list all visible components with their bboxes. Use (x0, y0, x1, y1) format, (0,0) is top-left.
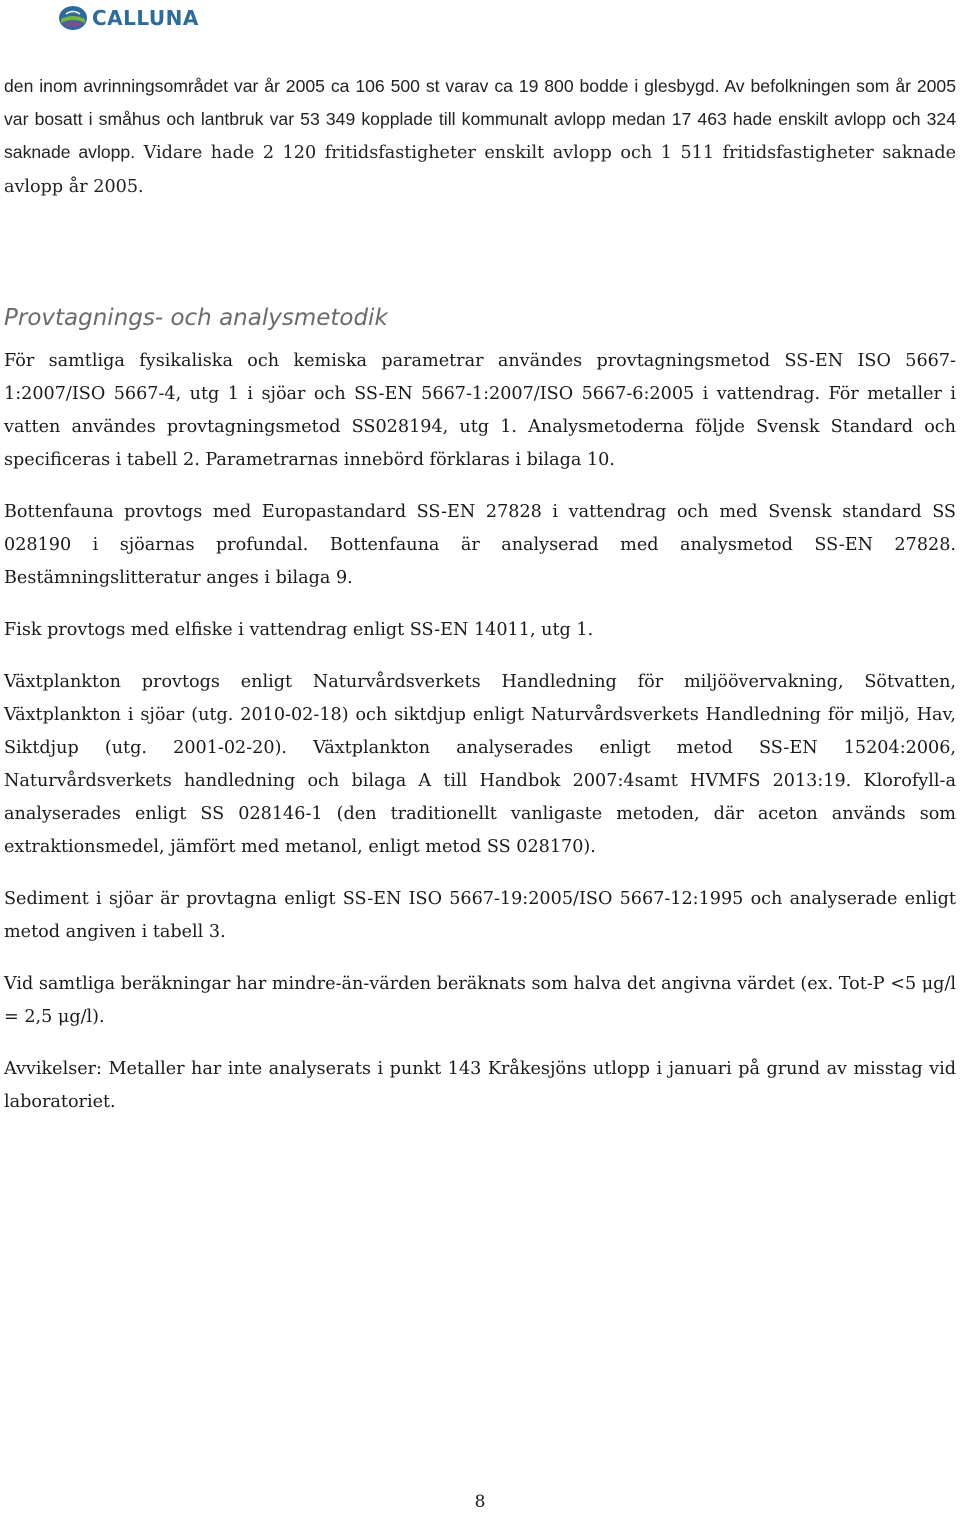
page-number: 8 (474, 1492, 486, 1512)
document-body (4, 70, 956, 1138)
intro-text-sans: den inom avrinningsområdet var år 2005 ca 106 500 st varav ca 19 800 bodde i glesbygd. Av befolkningen som år 2005 var bosatt i småhus och lantbruk var 53 349 kopplade till kommunalt avlopp medan 17 463 hade enskilt avlopp och 324 saknade avlopp. (4, 76, 956, 162)
calluna-logo-icon (58, 5, 88, 31)
intro-text-serif: Vidare hade 2 120 fritidsfastigheter enskilt avlopp och 1 511 fritidsfastigheter saknade avlopp år 2005. (4, 143, 956, 197)
paragraph-fisk: Fisk provtogs med elfiske i vattendrag enligt SS-EN 14011, utg 1. (4, 620, 594, 640)
paragraph-sediment: Sediment i sjöar är provtagna enligt SS-EN ISO 5667-19:2005/ISO 5667-12:1995 och analyserade enligt metod angiven i tabell 3. (4, 889, 956, 942)
logo-text: CALLUNA (92, 6, 199, 30)
paragraph-berakningar: Vid samtliga beräkningar har mindre-än-värden beräknats som halva det angivna värdet (ex. Tot-P <5 μg/l = 2,5 μg/l). (4, 974, 956, 1027)
paragraph-vaxtplankton: Växtplankton provtogs enligt Naturvårdsverkets Handledning för miljöövervakning, Sötvatten, Växtplankton i sjöar (utg. 2010-02-18) och siktdjup enligt Naturvårdsverkets Handledning för miljö, Hav, Siktdjup (utg. 2001-02-20). Växtplankton analyserades enligt metod SS-EN 15204:2006, Naturvårdsverkets handledning och bilaga A till Handbok 2007:4samt HVMFS 2013:19. Klorofyll-a analyserades enligt SS 028146-1 (den traditionellt vanligaste metoden, där aceton används som extraktionsmedel, jämfört med metanol, enligt metod SS 028170). (4, 672, 956, 857)
paragraph-avvikelser: Avvikelser: Metaller har inte analyserats i punkt 143 Kråkesjöns utlopp i januari på grund av misstag vid laboratoriet. (4, 1059, 956, 1112)
paragraph-bottenfauna: Bottenfauna provtogs med Europastandard SS-EN 27828 i vattendrag och med Svensk standard SS 028190 i sjöarnas profundal. Bottenfauna är analyserad med analysmetod SS-EN 27828. Bestämningslitteratur anges i bilaga 9. (4, 502, 956, 588)
section-heading: Provtagnings- och analysmetodik (4, 305, 388, 331)
section-body (4, 345, 956, 1119)
intro-paragraph (4, 70, 956, 204)
paragraph-sampling-methods: För samtliga fysikaliska och kemiska parametrar användes provtagningsmetod SS-EN ISO 5667-1:2007/ISO 5667-4, utg 1 i sjöar och SS-EN 5667-1:2007/ISO 5667-6:2005 i vattendrag. För metaller i vatten användes provtagningsmetod SS028194, utg 1. Analysmetoderna följde Svensk Standard och specificeras i tabell 2. Parametrarnas innebörd förklaras i bilaga 10. (4, 351, 956, 470)
calluna-logo (58, 4, 199, 32)
